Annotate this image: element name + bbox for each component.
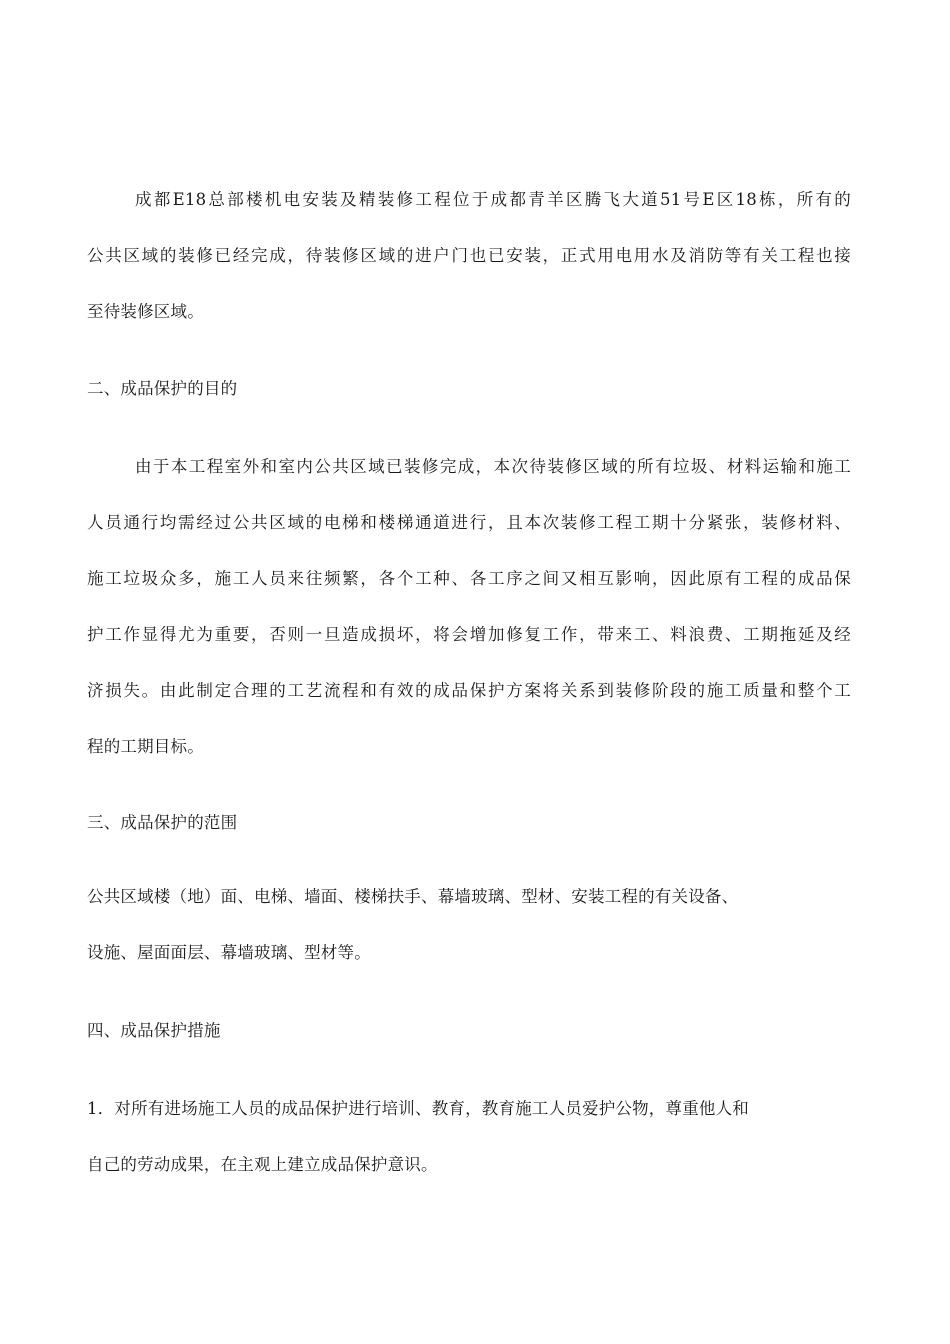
measures-line-1: 1．对所有进场施工人员的成品保护进行培训、教育，教育施工人员爱护公物，尊重他人和 bbox=[87, 1099, 749, 1118]
scope-line-1: 公共区域楼（地）面、电梯、墙面、楼梯扶手、幕墙玻璃、型材、安装工程的有关设备、 bbox=[87, 887, 739, 906]
purpose-line-1: 由于本工程室外和室内公共区域已装修完成，本次待装修区域的所有垃圾、材料运输和施工 bbox=[135, 457, 851, 476]
purpose-line-5: 济损失。由此制定合理的工艺流程和有效的成品保护方案将关系到装修阶段的施工质量和整个工 bbox=[87, 681, 851, 700]
section-heading-purpose: 二、成品保护的目的 bbox=[87, 379, 238, 398]
intro-line-1: 成都E18总部楼机电安装及精装修工程位于成都青羊区腾飞大道51号E区18栋，所有的 bbox=[135, 190, 851, 209]
intro-line-3: 至待装修区域。 bbox=[87, 302, 204, 321]
purpose-line-4: 护工作显得尤为重要，否则一旦造成损坏，将会增加修复工作，带来工、料浪费、工期拖延及经 bbox=[87, 625, 851, 644]
section-heading-measures: 四、成品保护措施 bbox=[87, 1021, 221, 1040]
scope-line-2: 设施、屋面面层、幕墙玻璃、型材等。 bbox=[87, 943, 371, 962]
purpose-line-2: 人员通行均需经过公共区域的电梯和楼梯通道进行，且本次装修工程工期十分紧张，装修材料、 bbox=[87, 513, 851, 532]
section-heading-scope: 三、成品保护的范围 bbox=[87, 813, 238, 832]
intro-line-2: 公共区域的装修已经完成，待装修区域的进户门也已安装，正式用电用水及消防等有关工程也接 bbox=[87, 246, 851, 265]
purpose-line-3: 施工垃圾众多，施工人员来往频繁，各个工种、各工序之间又相互影响，因此原有工程的成品保 bbox=[87, 569, 851, 588]
measures-line-2: 自己的劳动成果，在主观上建立成品保护意识。 bbox=[87, 1155, 438, 1174]
purpose-line-6: 程的工期目标。 bbox=[87, 737, 204, 756]
